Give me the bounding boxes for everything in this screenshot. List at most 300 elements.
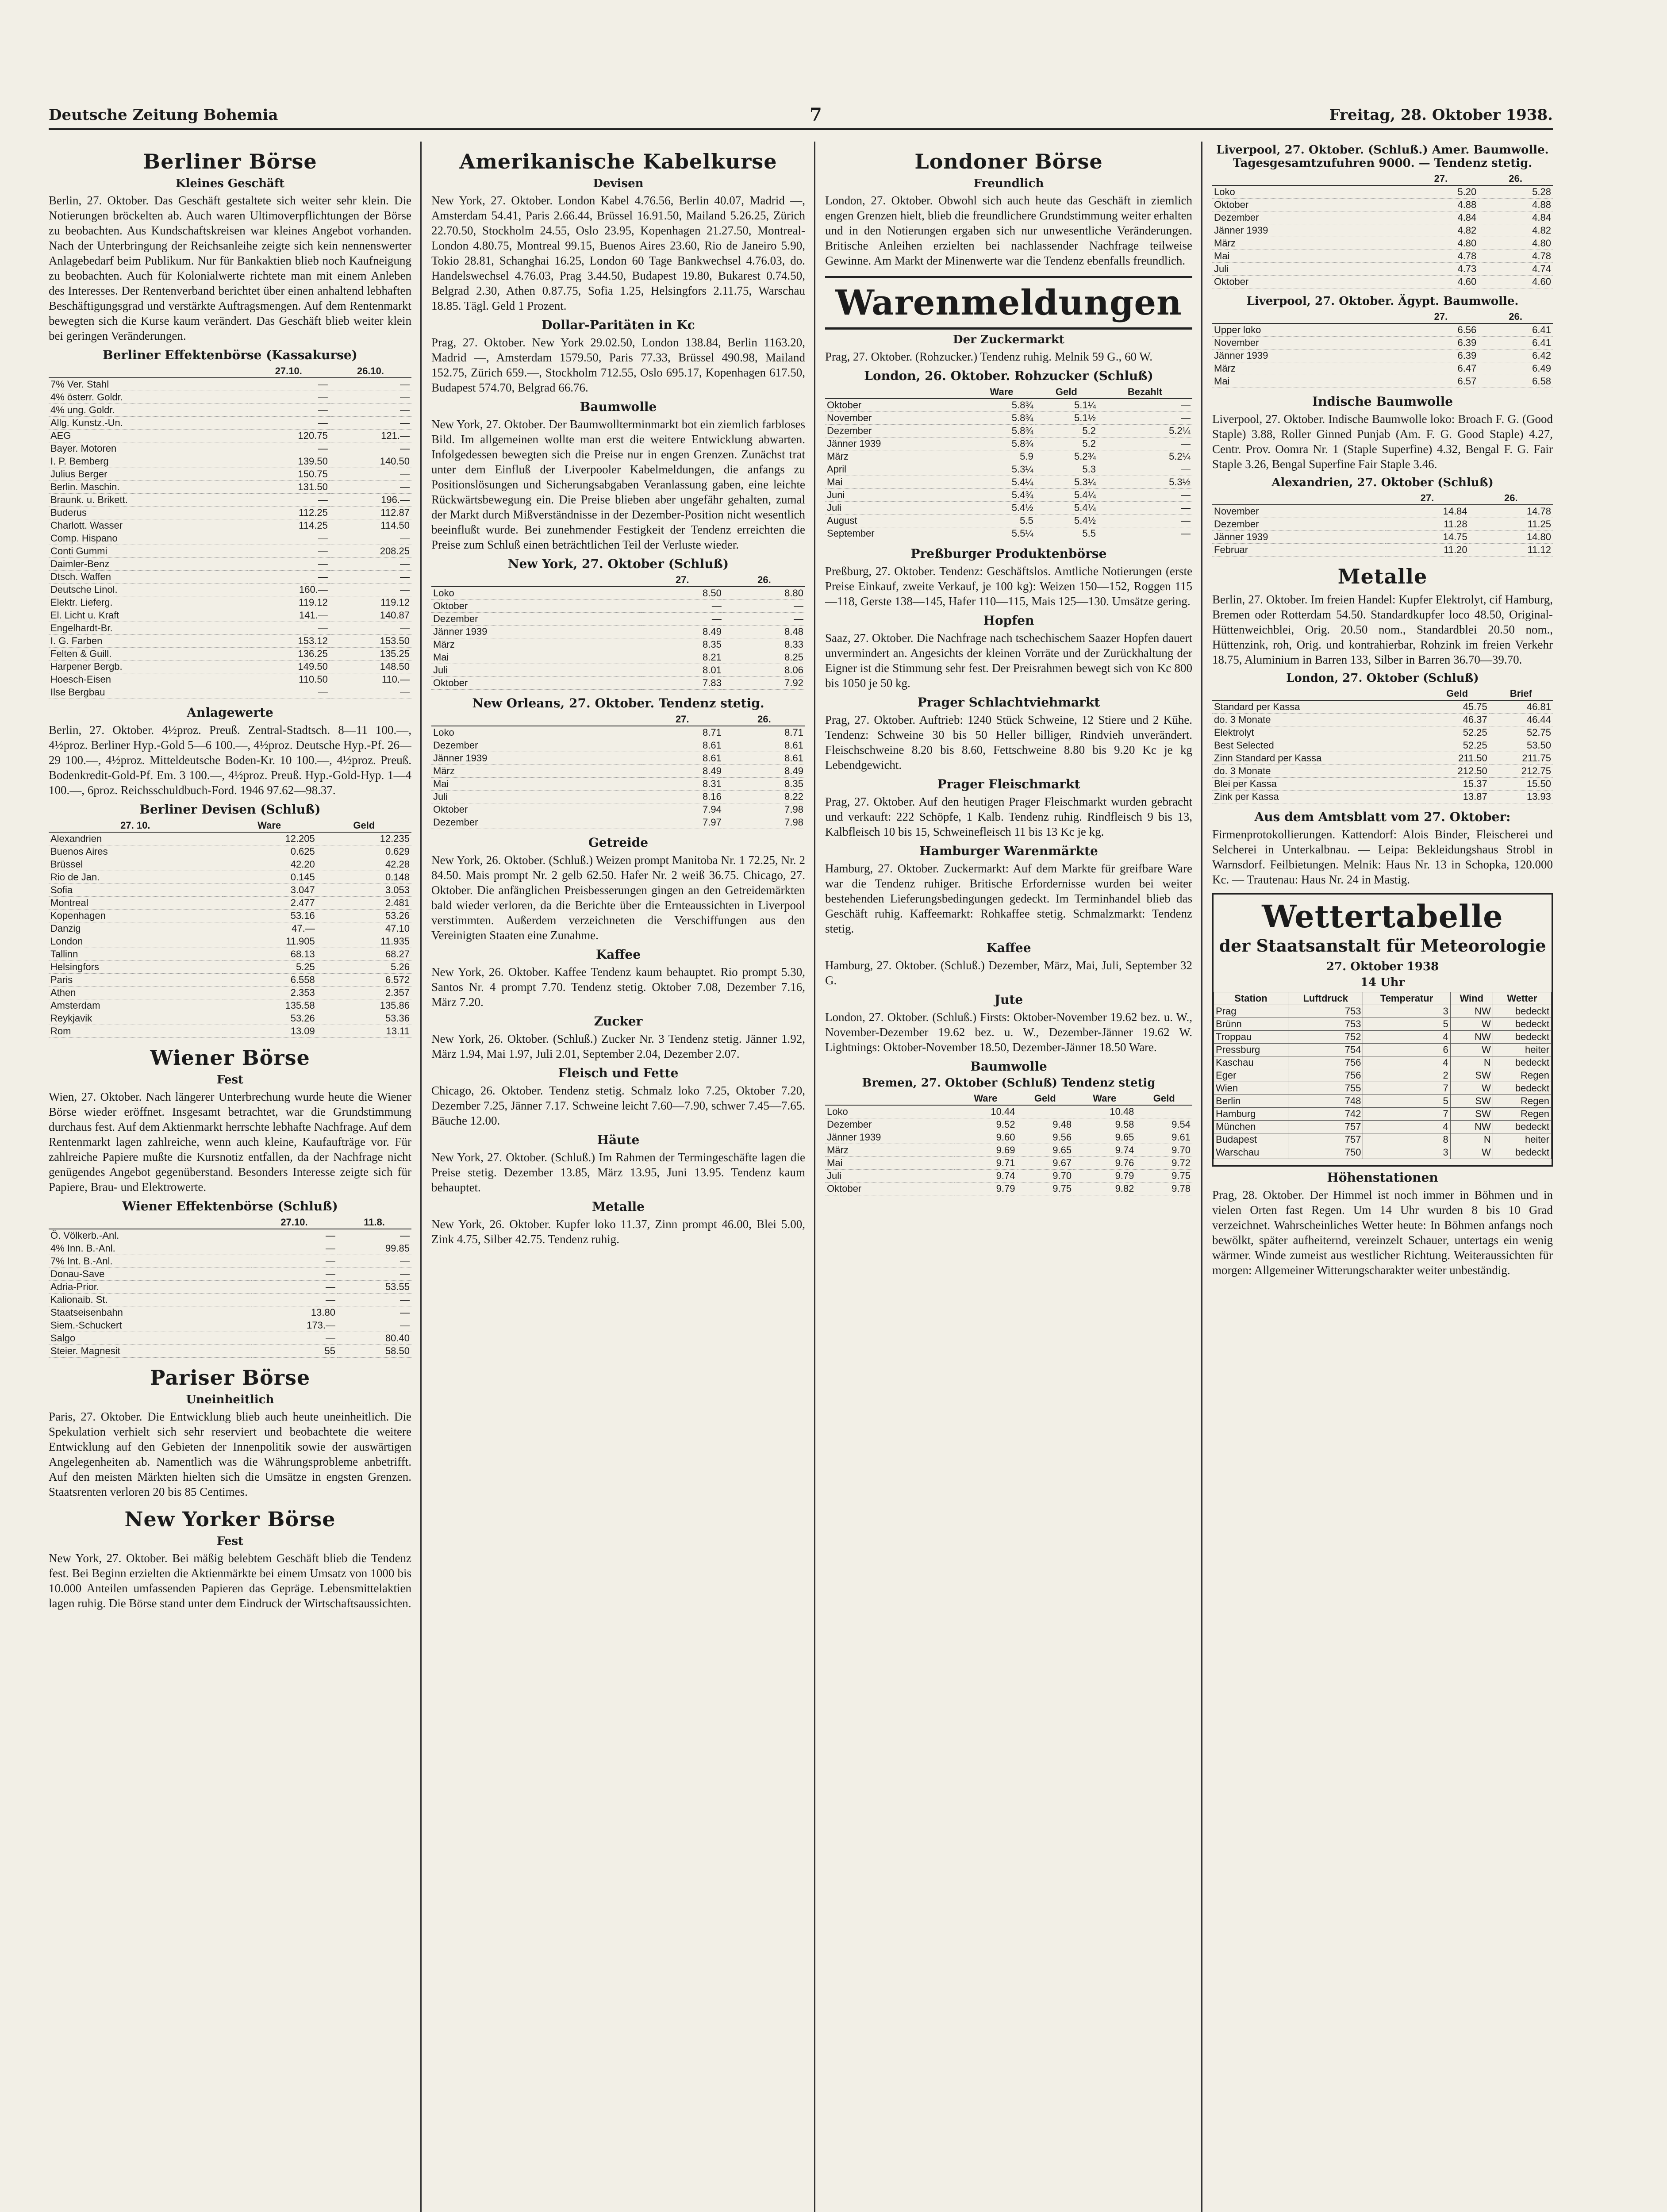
section-subtitle: Devisen — [593, 177, 644, 190]
table-row — [1214, 1069, 1552, 1082]
row-label: do. 3 Monate — [1212, 765, 1425, 778]
table-cell: 5.8¾ — [968, 425, 1035, 438]
row-label: Steier. Magnesit — [49, 1345, 251, 1358]
row-label: Upper loko — [1212, 323, 1404, 337]
table-row — [431, 803, 805, 816]
table-row — [49, 609, 411, 622]
table-cell: 119.12 — [330, 596, 411, 609]
quote-table — [1212, 492, 1553, 557]
column-header: Ware — [1073, 1092, 1136, 1105]
table-row — [49, 832, 411, 845]
row-label: Brüssel — [49, 858, 222, 871]
table-cell: 6.47 — [1404, 362, 1479, 375]
table-cell: — — [248, 404, 330, 417]
table-cell: 9.75 — [1136, 1170, 1192, 1183]
table-cell: 3 — [1363, 1005, 1450, 1018]
row-label: Staatseisenbahn — [49, 1306, 251, 1319]
section-title: Hopfen — [983, 613, 1034, 628]
column-header: 27. — [1385, 492, 1469, 505]
table-cell: 4.80 — [1404, 237, 1479, 250]
article-text: London, 27. Oktober. (Schluß.) Firsts: Oktober-November 19.62 bez. u. W., November-Dezember 19.62 bez. u. W., Dezember-Jänner 19.62 W. Lightnings: Oktober-November 18.50, Dezember-Jänner 18.50 Ware. — [825, 1010, 1192, 1054]
table-cell: — — [330, 532, 411, 545]
section-title: Metalle — [1337, 565, 1428, 588]
table-row — [49, 1268, 411, 1281]
table-cell: 6.41 — [1478, 337, 1553, 349]
table-cell: 173.— — [251, 1319, 337, 1332]
page-number: 7 — [810, 104, 822, 125]
row-label: Ö. Völkerb.-Anl. — [49, 1229, 251, 1242]
table-body — [1212, 700, 1553, 803]
table-cell: 5.20 — [1404, 185, 1479, 199]
column-rule — [814, 142, 815, 2212]
table-row — [49, 884, 411, 897]
table-row — [49, 404, 411, 417]
table-cell: 10.44 — [954, 1105, 1017, 1118]
column-1 — [49, 142, 411, 2212]
row-label: Dezember — [431, 816, 641, 829]
section-title: Warenmeldungen — [825, 276, 1192, 330]
table-cell: 13.87 — [1425, 791, 1489, 803]
table-row — [1214, 1108, 1552, 1121]
table-cell: 135.58 — [222, 999, 317, 1012]
row-label: Best Selected — [1212, 739, 1425, 752]
row-label: Juli — [825, 502, 968, 515]
table-cell: 3.053 — [317, 884, 411, 897]
table-cell: 7.92 — [723, 677, 805, 690]
table-row — [1214, 1005, 1552, 1018]
table-cell: 7.97 — [641, 816, 723, 829]
table-title: Berliner Effektenbörse (Kassakurse) — [103, 348, 357, 362]
table-row — [1212, 337, 1553, 349]
table-cell: — — [248, 391, 330, 404]
row-label: Kopenhagen — [49, 910, 222, 922]
table-cell: 8.71 — [641, 726, 723, 739]
table-cell: 53.55 — [337, 1281, 411, 1294]
table-cell: 4.78 — [1478, 250, 1553, 263]
table-cell: 80.40 — [337, 1332, 411, 1345]
table-row — [825, 1157, 1192, 1170]
row-label: Juli — [825, 1170, 954, 1183]
table-body — [1212, 185, 1553, 288]
table-cell: bedeckt — [1493, 1121, 1551, 1133]
column-header: 26. — [1478, 311, 1553, 323]
column-header: Wind — [1450, 992, 1493, 1005]
row-label: Jänner 1939 — [431, 626, 641, 638]
table-row — [1212, 362, 1553, 375]
table-row — [49, 442, 411, 455]
row-label: Dezember — [431, 739, 641, 752]
table-cell: 5.2¼ — [1098, 425, 1192, 438]
table-cell: 212.50 — [1425, 765, 1489, 778]
row-label: Engelhardt-Br. — [49, 622, 248, 635]
table-cell: 55 — [251, 1345, 337, 1358]
row-label: Dezember — [825, 1118, 954, 1131]
row-label: Standard per Kassa — [1212, 700, 1425, 714]
article-text: Prag, 27. Oktober. Auf den heutigen Prager Fleischmarkt wurden gebracht und verkauft: 222 Schöpfe, 1 Kalb. Tendenz ruhig. Rindfleisch 9 bis 13, Kalbfleisch 10 bis 15, Schweinefleisch 11 bis 13 Kc je kg. — [825, 795, 1192, 838]
table-row — [49, 871, 411, 884]
article-text: Berlin, 27. Oktober. Das Geschäft gestaltete sich weiter sehr klein. Die Notierungen bröckelten ab. Auch waren Ultimoverpflichtungen der Börse zu beobachten. Aus Kundschaftskreisen war kleines Angebot vorhanden. Nach der Unterbringung der Reichsanleihe zeigte sich kein nennenswerter Anlagebedarf beim Publikum. Nur für Bankaktien blieb noch Kaufneigung zu beobachten. Auch für Kolonialwerte richtete man mit einem Anleben des Interesses. Der Rentenverband berichtet über einen anhaltend lebhaften Beschäftigungsgrad und verstärkte Auftragsmengen. Auf dem Rentenmarkt bewegten sich die Kurse kaum verändert. Das Geschäft blieb weiter klein bei geringen Veränderungen. — [49, 194, 411, 342]
table-row — [825, 1144, 1192, 1157]
table-cell: — — [251, 1281, 337, 1294]
table-cell: 5.2¾ — [1035, 450, 1098, 463]
table-row — [1212, 714, 1553, 726]
article-text: Liverpool, 27. Oktober. Indische Baumwolle loko: Broach F. G. (Good Staple) 3.88, Roller Ginned Punjab (Am. F. G. Good Staple) 4.27, Centr. Prov. Oomra Nr. 1 (Staple Superfine) 4.32, Bengal F. G. Fair Staple 3.26, Bengal Superfine Fair Staple 3.46. — [1212, 412, 1553, 471]
table-cell: 11.20 — [1385, 544, 1469, 557]
row-label: Harpener Bergb. — [49, 661, 248, 673]
row-label: Zinn Standard per Kassa — [1212, 752, 1425, 765]
row-label: Wien — [1214, 1082, 1288, 1095]
section-title: Getreide — [588, 835, 649, 850]
table-cell: 7.98 — [723, 816, 805, 829]
table-row — [49, 922, 411, 935]
section-title: Baumwolle — [970, 1059, 1047, 1074]
row-label: Julius Berger — [49, 468, 248, 481]
table-cell: — — [251, 1294, 337, 1306]
table-cell: 58.50 — [337, 1345, 411, 1358]
table-cell: 9.78 — [1136, 1183, 1192, 1195]
table-cell: 112.87 — [330, 507, 411, 519]
weather-date: 27. Oktober 1938 — [1326, 960, 1439, 973]
row-label: 4% österr. Goldr. — [49, 391, 248, 404]
table-cell: 757 — [1288, 1133, 1363, 1146]
table-cell: bedeckt — [1493, 1031, 1551, 1044]
row-label: London — [49, 935, 222, 948]
row-label: April — [825, 463, 968, 476]
table-cell: 752 — [1288, 1031, 1363, 1044]
row-label: Juli — [431, 791, 641, 803]
section-title: Indische Baumwolle — [1312, 394, 1453, 409]
table-header-row — [49, 1216, 411, 1229]
row-label: März — [431, 765, 641, 778]
table-body — [825, 1105, 1192, 1195]
table-cell: 0.145 — [222, 871, 317, 884]
row-label: Daimler-Benz — [49, 558, 248, 571]
section-title: Wiener Börse — [150, 1046, 310, 1070]
table-cell: 14.80 — [1469, 531, 1553, 544]
table-row — [49, 391, 411, 404]
table-cell: — — [251, 1332, 337, 1345]
table-row — [49, 571, 411, 584]
table-cell: 757 — [1288, 1121, 1363, 1133]
table-cell: 11.25 — [1469, 518, 1553, 531]
table-cell: 53.50 — [1489, 739, 1553, 752]
row-label: Blei per Kassa — [1212, 778, 1425, 791]
table-cell: 53.36 — [317, 1012, 411, 1025]
table-row — [49, 974, 411, 987]
row-label: Allg. Kunstz.-Un. — [49, 417, 248, 430]
row-label: Zink per Kassa — [1212, 791, 1425, 803]
table-body — [1212, 505, 1553, 557]
table-row — [49, 935, 411, 948]
table-cell: 52.25 — [1425, 739, 1489, 752]
table-row — [1212, 700, 1553, 714]
row-label: März — [1212, 237, 1404, 250]
table-cell: 7.98 — [723, 803, 805, 816]
row-label: Helsingfors — [49, 961, 222, 974]
row-label: Februar — [1212, 544, 1385, 557]
table-cell: 5.2 — [1035, 425, 1098, 438]
section-title: Prager Fleischmarkt — [937, 777, 1080, 791]
table-cell: 9.79 — [954, 1183, 1017, 1195]
table-row — [825, 515, 1192, 527]
table-row — [431, 791, 805, 803]
table-cell: — — [337, 1294, 411, 1306]
table-row — [1212, 211, 1553, 224]
table-cell: — — [248, 442, 330, 455]
table-row — [1212, 224, 1553, 237]
table-cell: 5.8¾ — [968, 438, 1035, 450]
table-cell: 8.49 — [723, 765, 805, 778]
section-title: Jute — [994, 992, 1023, 1007]
table-cell: 13.09 — [222, 1025, 317, 1038]
article-text: Hamburg, 27. Oktober. (Schluß.) Dezember, März, Mai, Juli, September 32 G. — [825, 959, 1192, 987]
table-cell: 8.35 — [641, 638, 723, 651]
table-body — [825, 399, 1192, 540]
table-cell: 211.75 — [1489, 752, 1553, 765]
row-label: El. Licht u. Kraft — [49, 609, 248, 622]
table-cell: 5.3¼ — [968, 463, 1035, 476]
column-header: 26.10. — [330, 365, 411, 378]
table-row — [431, 677, 805, 690]
column-header: 26. — [723, 574, 805, 587]
table-cell: 9.70 — [1136, 1144, 1192, 1157]
row-label: August — [825, 515, 968, 527]
table-row — [431, 739, 805, 752]
table-row — [431, 752, 805, 765]
table-row — [49, 378, 411, 391]
section-title: Anlagewerte — [187, 705, 273, 720]
table-row — [49, 1306, 411, 1319]
table-cell: 52.75 — [1489, 726, 1553, 739]
row-label: Mai — [1212, 250, 1404, 263]
table-cell: 8.50 — [641, 587, 723, 600]
column-header: 27. — [1404, 311, 1479, 323]
table-cell: 9.71 — [954, 1157, 1017, 1170]
table-row — [49, 558, 411, 571]
row-label: Loko — [431, 587, 641, 600]
column-header: 26. — [723, 713, 805, 726]
table-row — [49, 1229, 411, 1242]
table-cell: 135.25 — [330, 648, 411, 661]
table-cell: 5.4¼ — [1035, 489, 1098, 502]
row-label: Loko — [825, 1105, 954, 1118]
table-row — [825, 1131, 1192, 1144]
table-row — [1214, 1095, 1552, 1108]
row-label: Adria-Prior. — [49, 1281, 251, 1294]
table-cell: 0.629 — [317, 845, 411, 858]
table-row — [431, 638, 805, 651]
table-cell: 4.80 — [1478, 237, 1553, 250]
row-label: März — [1212, 362, 1404, 375]
table-cell: 2.353 — [222, 987, 317, 999]
column-rule — [1201, 142, 1202, 2212]
section-title: Aus dem Amtsblatt vom 27. Oktober: — [1254, 810, 1511, 824]
table-cell: 748 — [1288, 1095, 1363, 1108]
table-cell: 47.— — [222, 922, 317, 935]
table-row — [1212, 765, 1553, 778]
table-cell: 11.12 — [1469, 544, 1553, 557]
table-row — [825, 489, 1192, 502]
section-subtitle: Der Zuckermarkt — [953, 333, 1064, 346]
table-row — [49, 897, 411, 910]
article-text: New York, 26. Oktober. (Schluß.) Weizen prompt Manitoba Nr. 1 72.25, Nr. 2 84.50. Mais prompt Nr. 2 gelb 62.50. Hafer Nr. 2 weiß 36.75. Chicago, 27. Oktober. Die anfänglichen Preisbesserungen gingen an den Getreidemärkten bald wieder verloren, da die Berichte über die Ernteaussichten in Liverpool verstimmten. Außerdem verzeichneten die Verschiffungen aus den Vereinigten Staaten eine Zunahme. — [431, 853, 805, 942]
table-cell: 8.35 — [723, 778, 805, 791]
table-row — [49, 910, 411, 922]
table-cell: — — [251, 1255, 337, 1268]
table-row — [431, 778, 805, 791]
table-cell: 99.85 — [337, 1242, 411, 1255]
table-row — [1212, 505, 1553, 518]
table-row — [825, 476, 1192, 489]
row-label: Rom — [49, 1025, 222, 1038]
table-cell: — — [248, 571, 330, 584]
row-label: Danzig — [49, 922, 222, 935]
row-label: Budapest — [1214, 1133, 1288, 1146]
table-cell: 8 — [1363, 1133, 1450, 1146]
table-header-row — [49, 819, 411, 832]
table-cell: 755 — [1288, 1082, 1363, 1095]
table-cell: 9.67 — [1017, 1157, 1074, 1170]
weather-title: Wettertabelle — [1262, 898, 1503, 935]
column-header: Ware — [222, 819, 317, 832]
table-row — [825, 425, 1192, 438]
table-title: New York, 27. Oktober (Schluß) — [507, 557, 729, 571]
quote-table — [1212, 173, 1553, 288]
table-cell: 53.16 — [222, 910, 317, 922]
table-cell: 5.3¼ — [1035, 476, 1098, 489]
table-cell: 8.80 — [723, 587, 805, 600]
table-cell: 5.9 — [968, 450, 1035, 463]
table-cell: 46.37 — [1425, 714, 1489, 726]
table-cell: — — [330, 442, 411, 455]
table-row — [49, 468, 411, 481]
table-cell: 53.26 — [317, 910, 411, 922]
table-cell: 4.60 — [1478, 276, 1553, 288]
table-header-row — [49, 365, 411, 378]
row-label: Elektrolyt — [1212, 726, 1425, 739]
table-row — [49, 1294, 411, 1306]
table-row — [49, 622, 411, 635]
section-subtitle: Fest — [216, 1535, 244, 1548]
table-cell: 140.87 — [330, 609, 411, 622]
table-row — [49, 948, 411, 961]
table-cell: — — [248, 686, 330, 699]
table-cell: — — [330, 378, 411, 391]
row-label: Oktober — [825, 1183, 954, 1195]
table-row — [49, 845, 411, 858]
table-cell: 8.01 — [641, 664, 723, 677]
table-cell: 9.58 — [1073, 1118, 1136, 1131]
section-title: Londoner Börse — [914, 150, 1103, 173]
row-label: Kalionaib. St. — [49, 1294, 251, 1306]
column-header — [1212, 492, 1385, 505]
table-cell: 14.78 — [1469, 505, 1553, 518]
column-header: Geld — [1035, 386, 1098, 399]
table-cell: 5.8¾ — [968, 412, 1035, 425]
table-row — [431, 816, 805, 829]
column-header: Bezahlt — [1098, 386, 1192, 399]
table-cell: Regen — [1493, 1095, 1551, 1108]
table-row — [825, 1170, 1192, 1183]
quote-table — [1212, 311, 1553, 388]
table-cell: 9.82 — [1073, 1183, 1136, 1195]
row-label: Donau-Save — [49, 1268, 251, 1281]
table-row — [431, 587, 805, 600]
table-cell: 8.61 — [641, 739, 723, 752]
section-title: Häute — [597, 1133, 640, 1147]
row-label: September — [825, 527, 968, 540]
table-title: London, 27. Oktober (Schluß) — [1286, 672, 1479, 685]
quote-table — [431, 713, 805, 829]
table-header-row — [431, 713, 805, 726]
table-row — [49, 1255, 411, 1268]
article-text: Hamburg, 27. Oktober. Zuckermarkt: Auf dem Markte für greifbare Ware war die Tendenz ruhiger. Britische Erfordernisse wurden bei weiter bestehenden Lieferungsbedingungen gedeckt. Im Terminhandel blieb das Geschäft ruhig. Kaffeemarkt: Rohkaffee stetig. Schmalzmarkt: Tendenz stetig. — [825, 862, 1192, 935]
section-title: Pariser Börse — [150, 1366, 311, 1390]
row-label: Pressburg — [1214, 1044, 1288, 1056]
table-cell: 112.25 — [248, 507, 330, 519]
table-row — [1212, 263, 1553, 276]
table-cell: — — [1098, 502, 1192, 515]
weather-subtitle: der Staatsanstalt für Meteorologie — [1219, 936, 1546, 956]
table-row — [1212, 185, 1553, 199]
table-cell: 110.50 — [248, 673, 330, 686]
row-label: Mai — [825, 1157, 954, 1170]
table-cell: 6.39 — [1404, 337, 1479, 349]
table-title: Alexandrien, 27. Oktober (Schluß) — [1271, 476, 1494, 489]
table-cell: 9.72 — [1136, 1157, 1192, 1170]
table-cell: bedeckt — [1493, 1146, 1551, 1159]
table-cell: 4.78 — [1404, 250, 1479, 263]
table-cell: 9.69 — [954, 1144, 1017, 1157]
table-row — [431, 651, 805, 664]
table-cell: 6.41 — [1478, 323, 1553, 337]
table-row — [49, 1345, 411, 1358]
article-text: New York, 27. Oktober. Der Baumwollterminmarkt bot ein ziemlich farbloses Bild. Im allgemeinen wollte man erst die weitere Entwicklung abwarten. Infolgedessen bewegten sich die Preise nur in engen Grenzen. Zunächst trat unter dem Einfluß der Liverpooler Kabelmeldungen, die anfangs zu Positionslösungen und Sicherungsabgaben Veranlassung gaben, eine leichte Rückwärtsbewegung ein. Die Preise blieben aber ungefähr gehalten, zumal der Markt durch Mißverständnisse in der Dezember-Position nicht wesentlich beeinflußt wurde. Bei zunehmender Festigkeit der Tendenz erreichten die Preise zum Schluß einen beträchtlichen Teil der Verluste wieder. — [431, 418, 805, 551]
row-label: Dezember — [1212, 518, 1385, 531]
table-row — [431, 664, 805, 677]
column-header: Ware — [954, 1092, 1017, 1105]
table-cell: 4 — [1363, 1031, 1450, 1044]
article-text: New York, 27. Oktober. Bei mäßig belebtem Geschäft blieb die Tendenz fest. Bei Beginn erzielten die Aktienmärkte bei einem Umsatz von 1000 bis 10.000 Anteilen umfassenden Papieren das Gepräge. Lebensmittelaktien lagen ruhig. Die Börse stand unter dem Eindruck der Wirtschaftsaussichten. — [49, 1551, 411, 1610]
table-row — [1214, 1056, 1552, 1069]
weather-table-box — [1212, 893, 1553, 1167]
table-cell: 9.65 — [1073, 1131, 1136, 1144]
table-row — [49, 1012, 411, 1025]
table-cell: 754 — [1288, 1044, 1363, 1056]
row-label: Berlin — [1214, 1095, 1288, 1108]
table-cell: — — [330, 417, 411, 430]
table-cell: 196.— — [330, 494, 411, 507]
table-row — [431, 726, 805, 739]
table-cell: 15.50 — [1489, 778, 1553, 791]
table-cell: 5 — [1363, 1018, 1450, 1031]
table-cell: — — [330, 391, 411, 404]
row-label: Bayer. Motoren — [49, 442, 248, 455]
table-cell: 750 — [1288, 1146, 1363, 1159]
table-cell: 9.70 — [1017, 1170, 1074, 1183]
table-body — [1214, 1005, 1552, 1159]
section-title: Metalle — [592, 1199, 645, 1214]
column-2 — [431, 142, 805, 2212]
table-cell: 9.61 — [1136, 1131, 1192, 1144]
table-cell: 742 — [1288, 1108, 1363, 1121]
row-label: Siem.-Schuckert — [49, 1319, 251, 1332]
table-cell: 114.50 — [330, 519, 411, 532]
row-label: März — [825, 1144, 954, 1157]
column-header: 11.8. — [337, 1216, 411, 1229]
table-row — [49, 1281, 411, 1294]
table-cell: 5.3 — [1035, 463, 1098, 476]
